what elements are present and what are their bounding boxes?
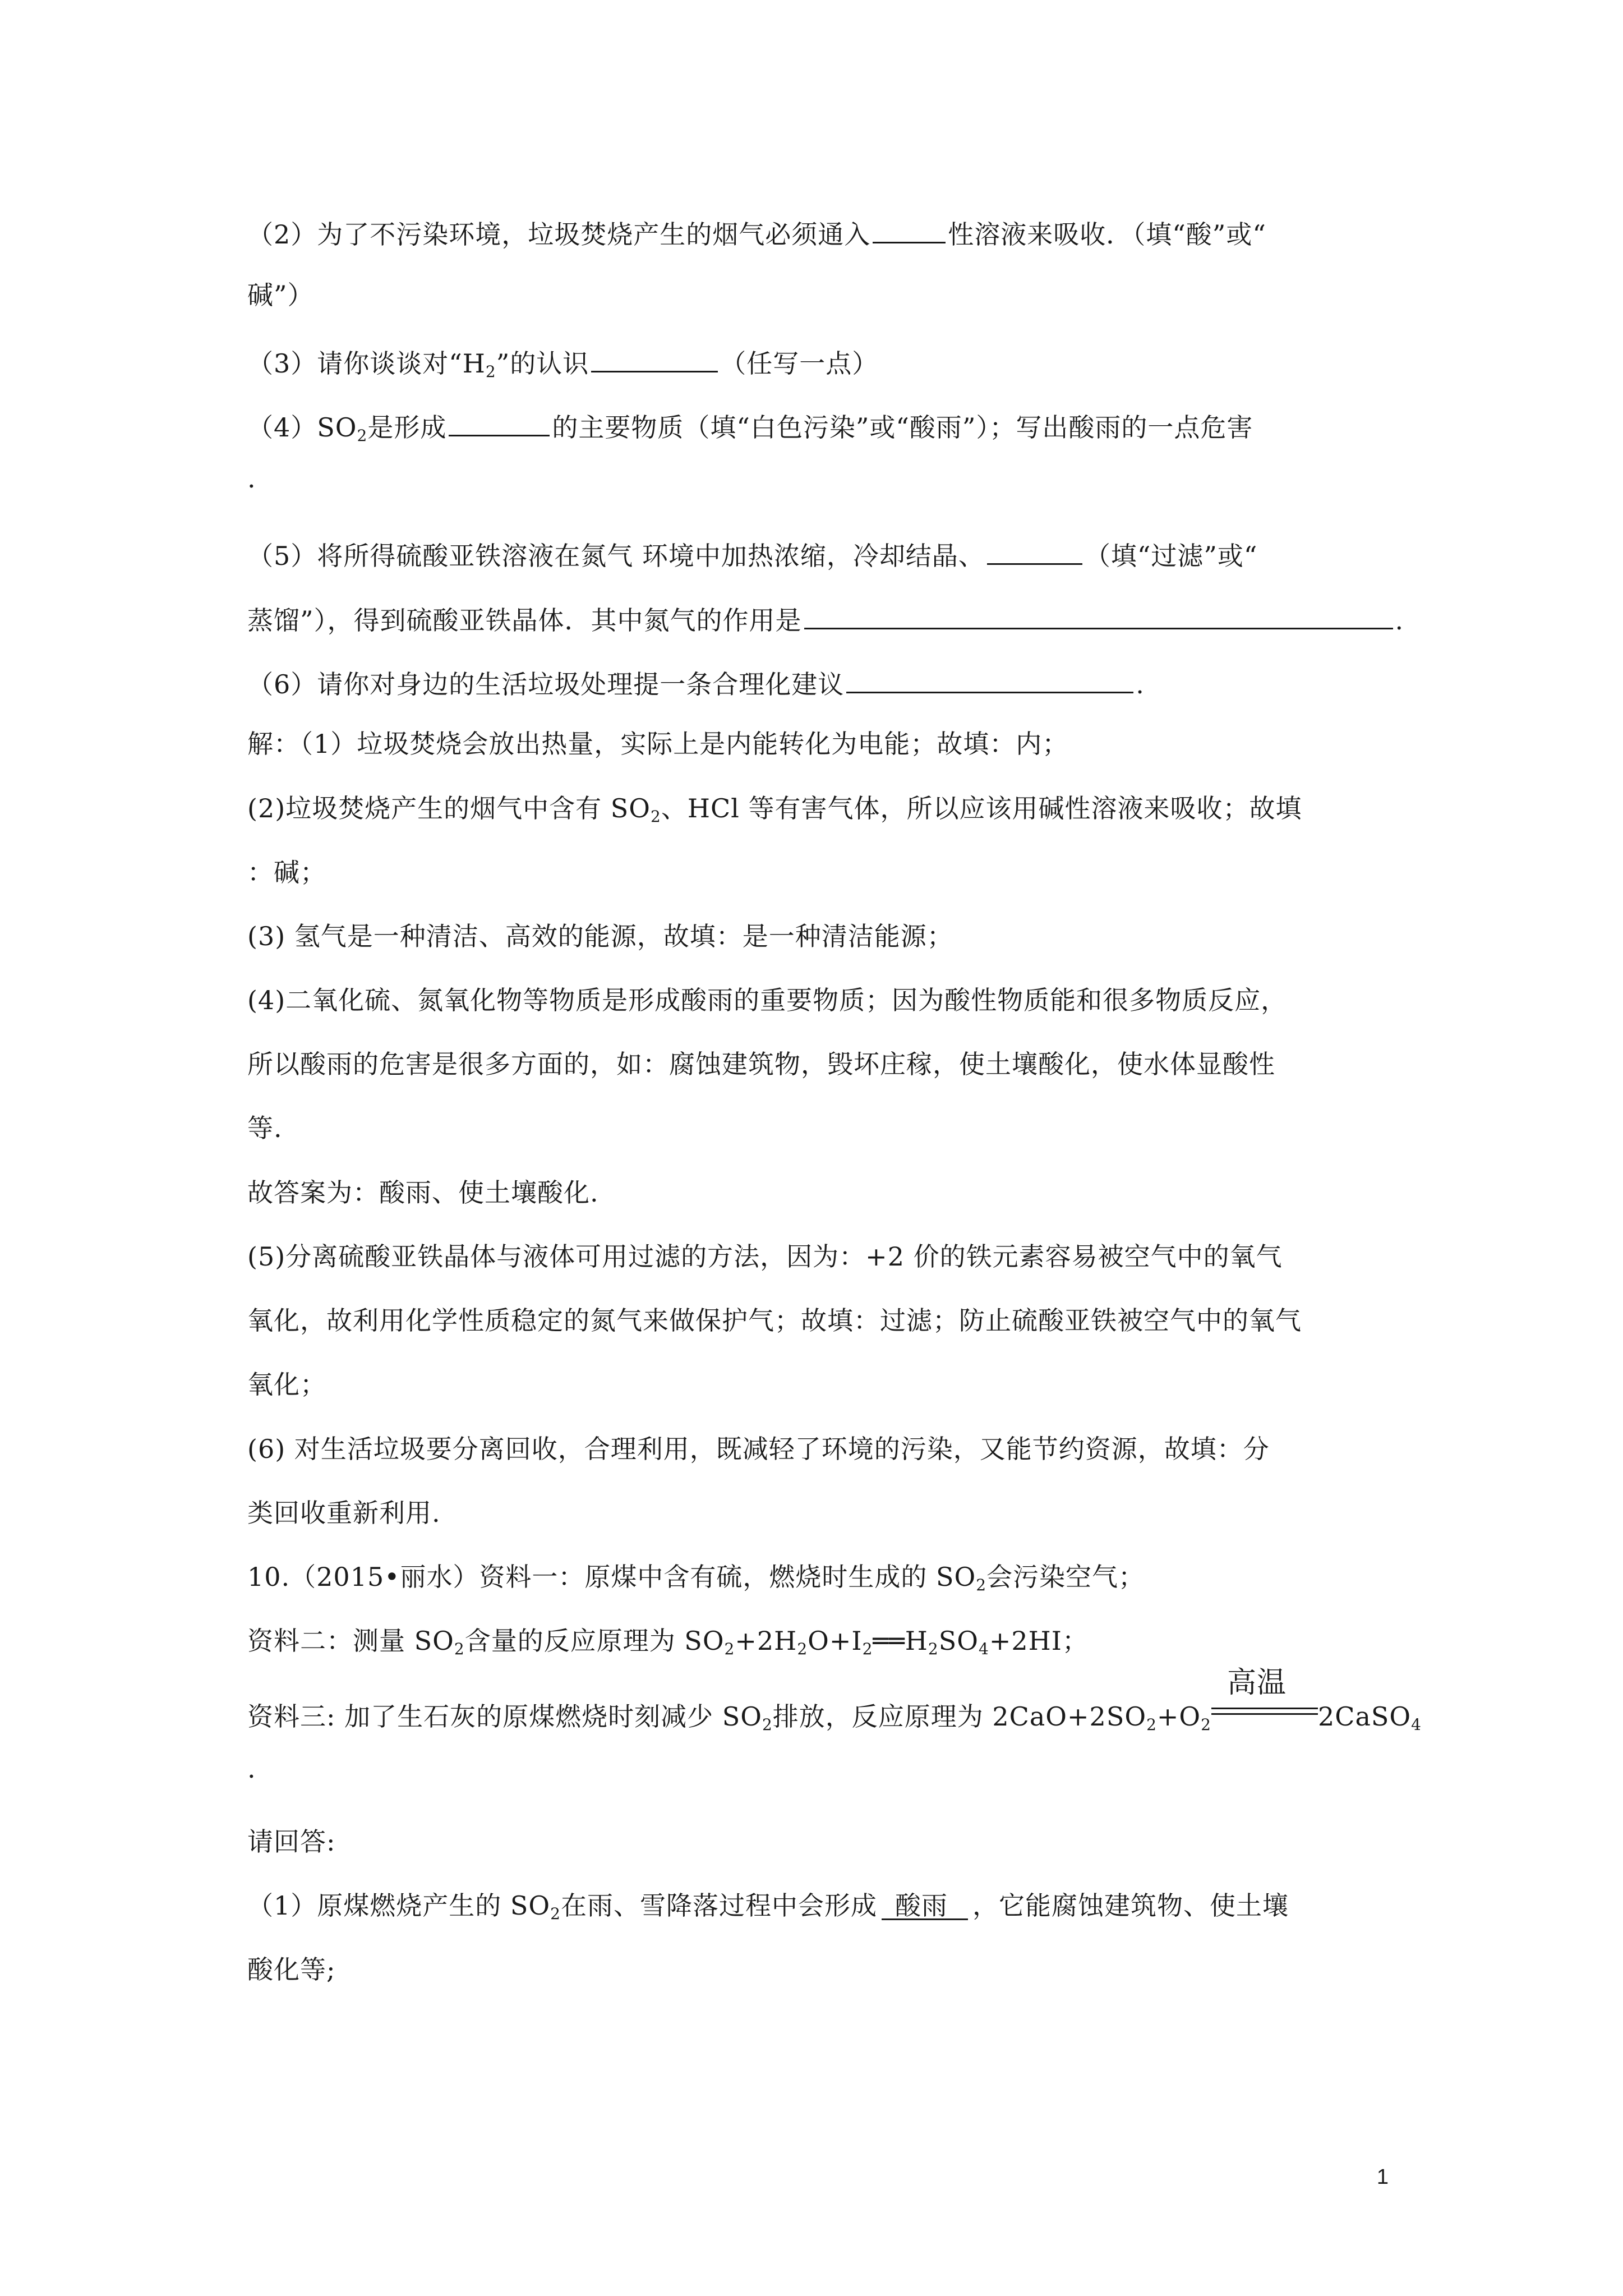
problem-10-intro: [247, 1562, 1145, 1594]
question-4-text-cont: 是形成: [367, 412, 447, 443]
question-6-text: （6）请你对身边的生活垃圾处理提一条合理化建议: [247, 669, 845, 700]
reaction-equals-bar: [1211, 1713, 1318, 1715]
question-2-text: （2）为了不污染环境，垃圾焚烧产生的烟气必须通入: [247, 219, 871, 250]
solution-2-text: (2)垃圾焚烧产生的烟气中含有 SO: [247, 793, 651, 823]
reference-2-formula: O+I: [808, 1626, 863, 1656]
reference-3-period: .: [247, 1754, 256, 1784]
please-answer: [247, 1826, 336, 1857]
solution-6-line-2: [247, 1500, 441, 1526]
question-4-text: （4）SO: [247, 412, 357, 443]
subscript: 2: [928, 1640, 939, 1658]
solution-1-text: 解：（1）垃圾焚烧会放出热量，实际上是内能转化为电能；故填：内；: [247, 729, 1069, 759]
subscript: 2: [762, 1715, 773, 1734]
answer-1-text-end: ，它能腐蚀建筑物、使土壤: [972, 1890, 1289, 1921]
reference-3: [247, 1666, 1422, 1734]
subscript: 2: [862, 1640, 873, 1658]
solution-3-text: (3) 氢气是一种清洁、高效的能源，故填：是一种清洁能源；: [247, 921, 953, 951]
solution-5-text-3: 氧化；: [247, 1369, 326, 1400]
solution-2-line-2: [247, 859, 326, 885]
reference-2-text: 资料二：测量 SO: [247, 1626, 454, 1656]
question-4-blank: [449, 410, 550, 436]
question-6-line: [247, 667, 1145, 700]
subscript: 2: [550, 1904, 561, 1923]
question-3-text-cont: ”的认识: [496, 348, 589, 379]
subscript: 2: [976, 1576, 987, 1594]
question-5-text-2: 蒸馏”），得到硫酸亚铁晶体．其中氮气的作用是: [247, 605, 802, 636]
reference-2-text: 含量的反应原理为 SO: [464, 1626, 725, 1656]
question-5-line-1: [247, 539, 1257, 569]
answer-1-text-2: 酸化等;: [247, 1954, 336, 1985]
subscript: 2: [1201, 1715, 1211, 1734]
question-5-blank-2: [804, 603, 1393, 629]
question-3-blank: [591, 346, 718, 372]
solution-5-text-2: 氧化，故利用化学性质稳定的氮气来做保护气；故填：过滤；防止硫酸亚铁被空气中的氧气: [247, 1305, 1302, 1336]
question-5-text: （5）将所得硫酸亚铁溶液在氮气 环境中加热浓缩，冷却结晶、: [247, 541, 985, 571]
solution-4-line-1: [247, 987, 1287, 1013]
solution-4-answer-text: 故答案为：酸雨、使土壤酸化.: [247, 1177, 599, 1208]
subscript: 2: [724, 1640, 735, 1658]
question-3-line: [247, 346, 879, 381]
answer-1-text-cont: 在雨、雪降落过程中会形成: [560, 1890, 877, 1921]
solution-2-line-1: [247, 793, 1302, 826]
page-number: 1: [1376, 2165, 1389, 2189]
reference-2-formula: SO: [938, 1626, 979, 1656]
reaction-equals-bar: [1211, 1708, 1318, 1709]
question-2-blank: [873, 217, 946, 243]
question-5-text-cont: （填“过滤”或“: [1084, 541, 1258, 571]
solution-4-text-1: (4)二氧化硫、氮氧化物等物质是形成酸雨的重要物质；因为酸性物质能和很多物质反应，: [247, 985, 1288, 1015]
subscript: 2: [485, 362, 496, 381]
solution-4-text-2: 所以酸雨的危害是很多方面的，如：腐蚀建筑物，毁坏庄稼，使土壤酸化，使水体显酸性: [247, 1049, 1275, 1079]
answer-1-line-2: [247, 1954, 336, 1985]
solution-5-line-1: [247, 1241, 1283, 1272]
subscript: 2: [357, 426, 368, 445]
reference-2: [247, 1626, 1089, 1658]
question-4-line-2: [247, 463, 256, 494]
reference-3-product: 2CaSO: [1317, 1701, 1412, 1732]
problem-10-text: 10.（2015•丽水）资料一：原煤中含有硫，燃烧时生成的 SO: [247, 1562, 976, 1592]
reference-2-formula: ══H: [873, 1626, 928, 1656]
question-2-line-1: [247, 217, 1266, 250]
reference-3-text: 排放，反应原理为 2CaO+2SO: [772, 1701, 1147, 1732]
question-3-note: （任写一点）: [720, 348, 879, 379]
please-answer-text: 请回答:: [247, 1826, 336, 1857]
question-4-line-1: [247, 410, 1253, 445]
reaction-condition: [1211, 1666, 1318, 1726]
question-5-period: .: [1395, 605, 1404, 636]
solution-6-text-1: (6) 对生活垃圾要分离回收，合理利用，既减轻了环境的污染，又能节约资源，故填：分: [247, 1434, 1270, 1464]
subscript: 2: [651, 807, 661, 826]
solution-4-text-3: 等.: [247, 1113, 283, 1143]
subscript: 2: [454, 1640, 465, 1658]
reference-3-text: 资料三: 加了生石灰的原煤燃烧时刻减少 SO: [247, 1701, 762, 1732]
solution-2-text-end: ：碱；: [247, 857, 326, 887]
question-5-blank-1: [987, 539, 1082, 565]
reference-2-formula: +2H: [735, 1626, 797, 1656]
solution-2-text-cont: 、HCl 等有害气体，所以应该用碱性溶液来吸收；故填: [661, 793, 1302, 823]
question-6-period: .: [1136, 669, 1145, 700]
question-5-line-2: [247, 603, 1404, 636]
solution-1: [247, 731, 1068, 757]
question-3-text: （3）请你谈谈对“H: [247, 348, 486, 379]
question-6-blank: [846, 667, 1133, 693]
question-2-text-end: 碱”）: [247, 280, 314, 310]
question-4-text-end: 的主要物质（填“白色污染”或“酸雨”）；写出酸雨的一点危害: [552, 412, 1253, 443]
subscript: 2: [797, 1640, 808, 1658]
reference-3-end: [247, 1756, 256, 1782]
solution-4-line-3: [247, 1115, 283, 1141]
solution-3: [247, 923, 953, 949]
subscript: 2: [1146, 1715, 1157, 1734]
reference-2-formula: +2HI；: [989, 1626, 1089, 1656]
reference-3-formula: +O: [1156, 1701, 1201, 1732]
answer-1-filled-blank: 酸雨: [882, 1893, 968, 1920]
subscript: 4: [1411, 1715, 1422, 1734]
question-4-period: .: [247, 463, 256, 494]
answer-1-line-1: [247, 1890, 1289, 1923]
answer-1-text: （1）原煤燃烧产生的 SO: [247, 1890, 551, 1921]
solution-5-line-2: [247, 1305, 1302, 1336]
reaction-condition-label: 高温: [1227, 1666, 1287, 1700]
subscript: 4: [978, 1640, 989, 1658]
solution-4-line-2: [247, 1051, 1275, 1077]
solution-5-text-1: (5)分离硫酸亚铁晶体与液体可用过滤的方法，因为：+2 价的铁元素容易被空气中的氧气: [247, 1241, 1283, 1272]
solution-6-line-1: [247, 1436, 1270, 1462]
question-2-text-cont: 性溶液来吸收．（填“酸”或“: [948, 219, 1266, 250]
solution-6-text-2: 类回收重新利用.: [247, 1498, 441, 1528]
solution-4-answer: [247, 1177, 599, 1208]
problem-10-text-cont: 会污染空气；: [986, 1562, 1145, 1592]
solution-5-line-3: [247, 1369, 326, 1400]
question-2-line-2: [247, 282, 314, 308]
